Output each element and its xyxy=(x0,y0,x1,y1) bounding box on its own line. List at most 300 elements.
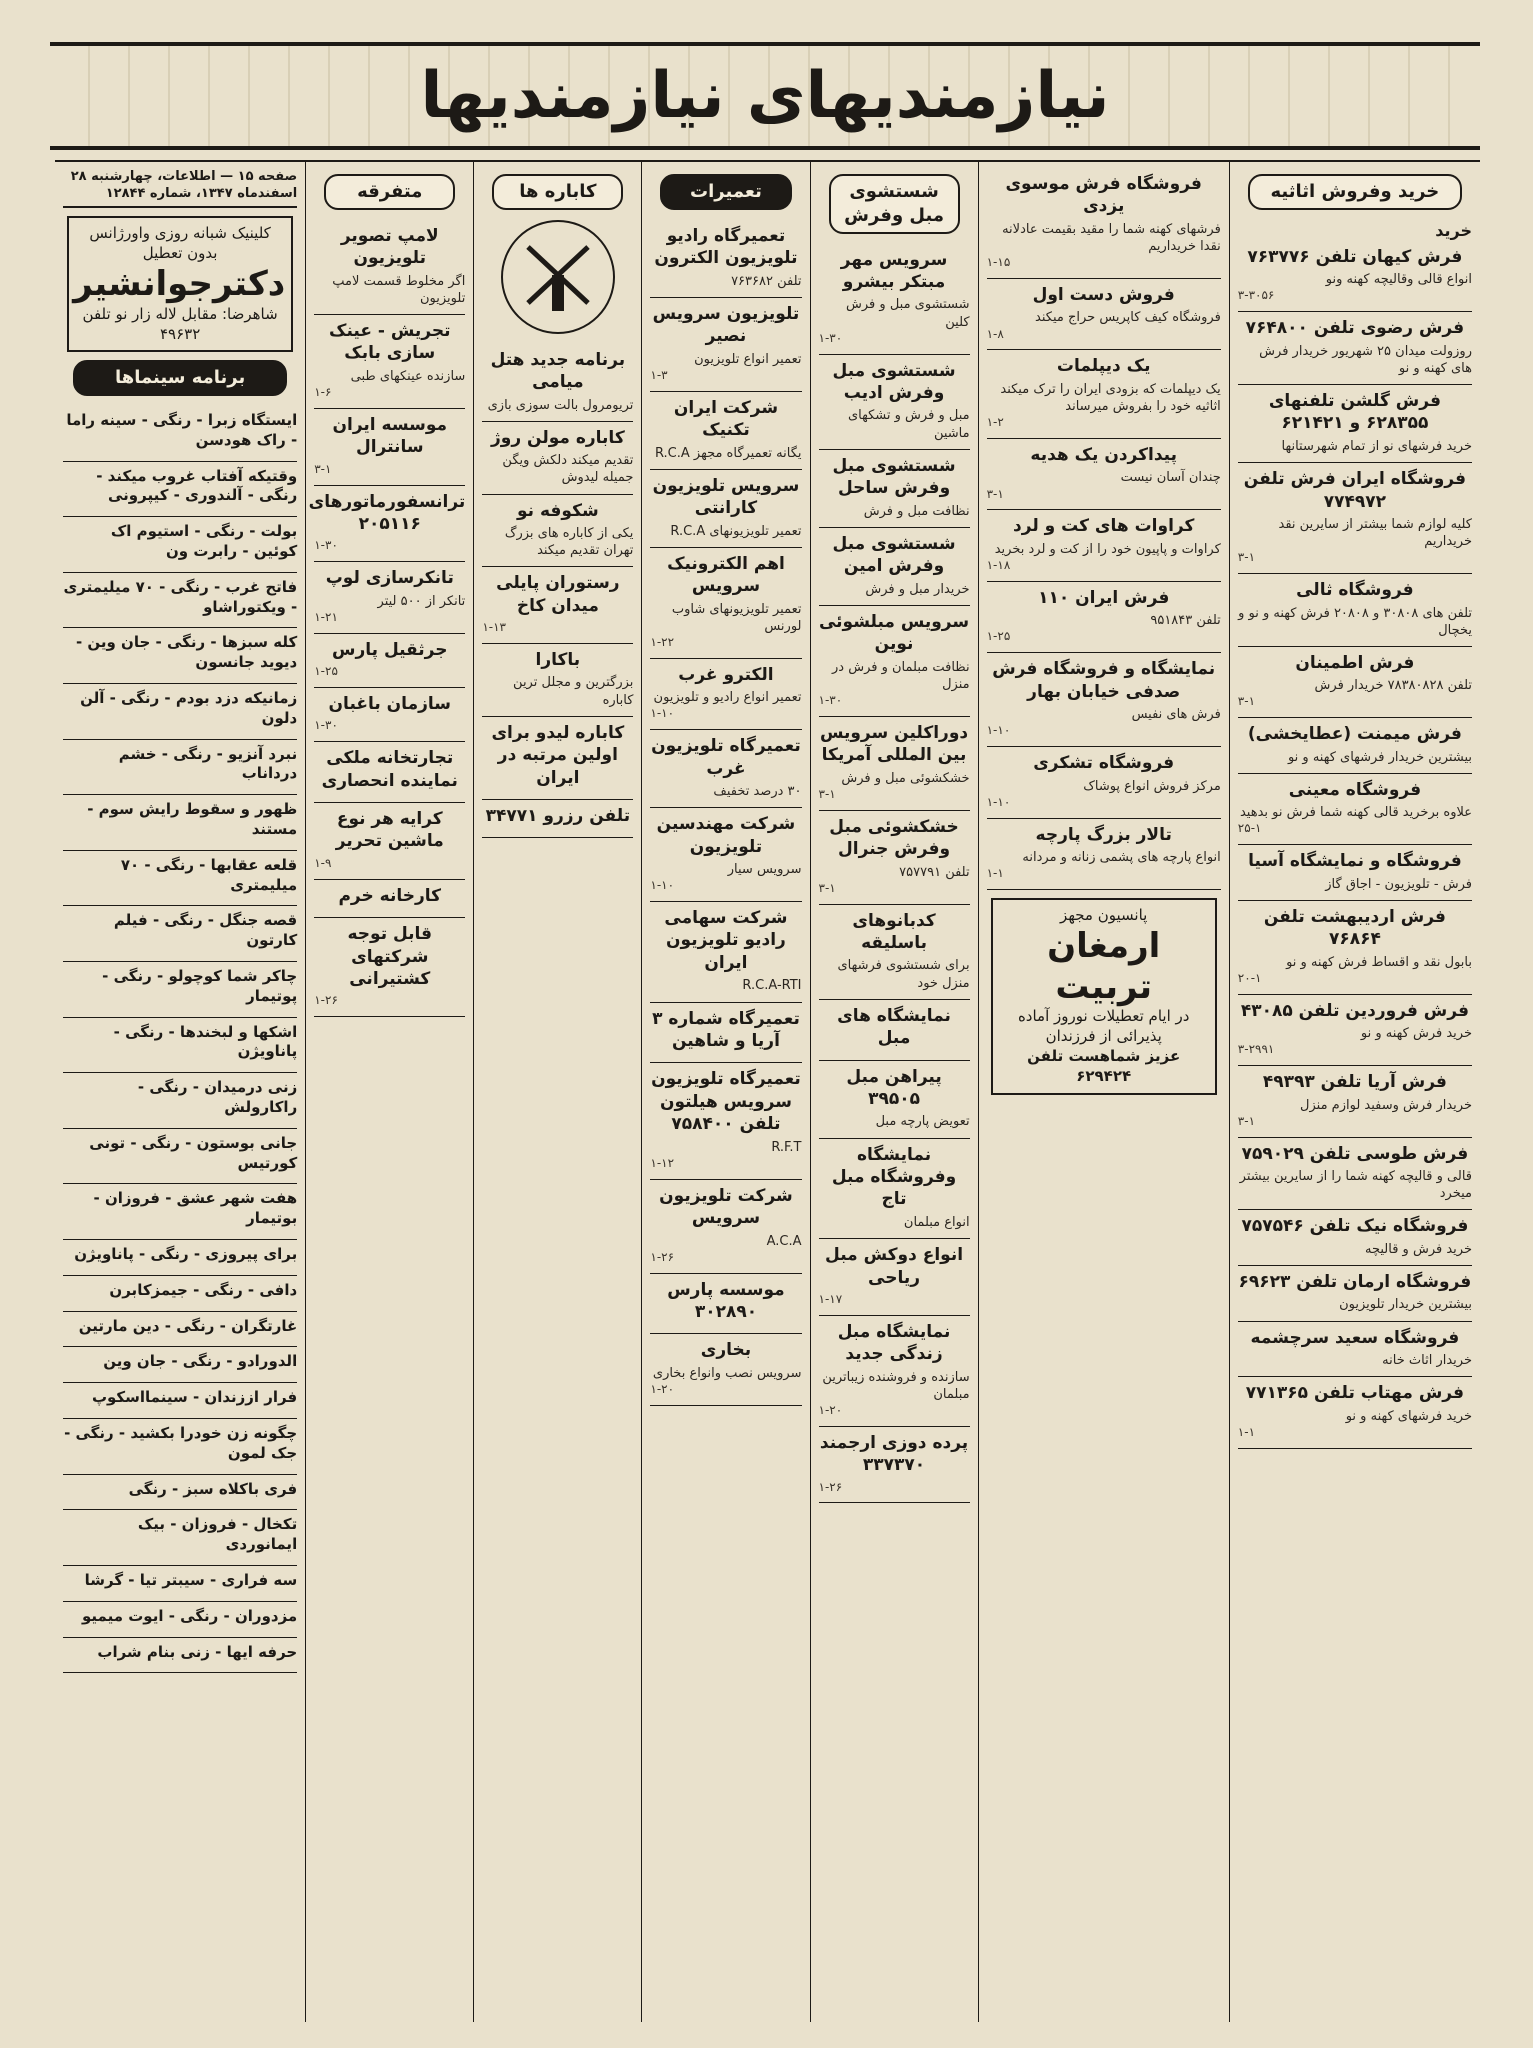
ad-title: تلفن رزرو ۳۴۷۷۱ xyxy=(485,806,631,827)
ad-code: ۳-۱ xyxy=(1237,694,1256,709)
column-cinema-head: برنامه سینماها xyxy=(73,360,287,396)
ad-body: انواع پارچه های پشمی زنانه و مردانه xyxy=(1022,850,1221,865)
classified-ad xyxy=(1238,1266,1472,1322)
cinema-listing-text: قصه جنگل - رنگی - فیلم کارتون xyxy=(113,911,298,950)
ad-code: ۲۵-۱ xyxy=(1237,821,1262,836)
classified-ad xyxy=(1238,774,1472,845)
ad-title: برنامه جدید هتل میامی xyxy=(490,349,626,393)
classified-ad xyxy=(987,747,1221,818)
ad-body: سازنده و فروشنده زیباترین مبلمان xyxy=(822,1369,970,1402)
clinic-box xyxy=(67,216,293,352)
ad-title: نمایشگاه و فروشگاه فرش صدفی خیابان بهار xyxy=(992,659,1216,702)
cinema-listing-text: نبرد آنزیو - رنگی - خشم درداناب xyxy=(118,744,298,783)
cinema-listing-text: دافی - رنگی - جیمزکابرن xyxy=(109,1280,298,1299)
ad-title: تعمیرگاه رادیو تلویزیون الکترون xyxy=(654,225,798,269)
pension-title: ارمغان تربیت xyxy=(1047,925,1161,1007)
cinema-listing xyxy=(63,906,297,962)
ad-title: کرایه هر نوع ماشین تحریر xyxy=(335,809,444,852)
cinema-listing-text: مزدوران - رنگی - ایوت میمیو xyxy=(82,1606,298,1625)
ad-body: روزولت میدان ۲۵ شهریور خریدار فرش های کهنه و نو xyxy=(1259,343,1472,376)
ad-title: فرش آریا تلفن ۴۹۳۹۳ xyxy=(1262,1072,1447,1093)
ad-code: ۳-۱ xyxy=(818,880,836,895)
cinema-listing xyxy=(63,1276,297,1312)
ad-title: فرش طوسی تلفن ۷۵۹۰۲۹ xyxy=(1241,1143,1469,1164)
classified-ad xyxy=(482,344,633,422)
ad-code: ۱-۱۰ xyxy=(650,706,675,721)
ad-title: فروش دست اول xyxy=(1032,285,1175,306)
ad-title: ترانسفورماتورهای ۲۰۵۱۱۶ xyxy=(308,491,466,534)
ad-body: خشکشوئی مبل و فرش xyxy=(841,770,970,786)
ad-body: مبل و فرش و تشکهای ماشین xyxy=(847,408,970,441)
classified-ad xyxy=(1238,1210,1472,1266)
issue-date: اطلاعات، چهارشنبه ۲۸ اسفندماه ۱۳۴۷، شماره ۱۲۸۴۴ xyxy=(70,169,298,202)
ad-title: سازمان باغبان xyxy=(328,693,451,714)
ad-body: خرید فرش و قالیچه xyxy=(1364,1241,1472,1257)
ad-body: مرکز فروش انواع پوشاک xyxy=(1083,778,1221,794)
cinema-listing-text: چگونه زن خودرا بکشید - رنگی - جک لمون xyxy=(64,1423,298,1462)
cinema-listing xyxy=(63,851,297,907)
ad-title: فرش گلشن تلفنهای ۶۲۸۳۵۵ و ۶۲۱۴۲۱ xyxy=(1268,391,1441,434)
ad-title: فرش مهتاب تلفن ۷۷۱۳۶۵ xyxy=(1245,1383,1464,1404)
newspaper-page xyxy=(55,160,1480,2022)
ad-body: علاوه برخرید قالی کهنه شما فرش نو بدهید xyxy=(1239,805,1472,821)
ad-title: پیراهن مبل ۳۹۵۰۵ xyxy=(846,1066,942,1109)
ad-body: یگانه تعمیرگاه مجهز R.C.A xyxy=(654,445,802,461)
ad-body: تانکر از ۵۰۰ لیتر xyxy=(377,593,466,609)
ad-title: نمایشگاه وفروشگاه مبل تاج xyxy=(831,1144,957,1210)
ad-body: قالی و قالیچه کهنه شما را از سایرین بیشتر میخرد xyxy=(1239,1169,1472,1202)
classified-ad xyxy=(650,1180,801,1274)
ad-title: شستشوی مبل وفرش ساحل xyxy=(832,455,956,499)
ad-title: شکوفه نو xyxy=(517,500,599,521)
cinema-listing xyxy=(63,1347,297,1383)
ad-body: تقدیم میکند دلکش ویگن جمیله لیدوش xyxy=(502,453,634,486)
classified-ad xyxy=(1238,845,1472,901)
classified-ad xyxy=(650,1334,801,1405)
cinema-listing xyxy=(63,1240,297,1276)
classified-ad xyxy=(308,486,466,563)
ad-code: ۱-۲۶ xyxy=(314,993,338,1008)
ad-code: ۱-۱۳ xyxy=(482,620,506,635)
cinema-listing-text: برای پیروزی - رنگی - پاناویژن xyxy=(74,1244,298,1263)
cinema-listing xyxy=(63,740,297,796)
ad-title: پرده دوزی ارجمند ۳۳۷۳۷۰ xyxy=(819,1432,969,1476)
column-buy-head: خرید وفروش اثاثیه xyxy=(1248,174,1462,210)
cinema-listing-text: زمانیکه دزد بودم - رنگی - آلن دلون xyxy=(80,689,298,727)
ad-body: برای شستشوی فرشهای منزل خود xyxy=(837,958,970,991)
ad-body: تعمیر تلویزیونهای شاوب لورنس xyxy=(671,601,802,634)
pension-line3: در ایام تعطیلات نوروز آماده پذیرائی از فرزندان xyxy=(1017,1007,1190,1046)
column-furniture-head: شستشوی مبل وفرش xyxy=(829,174,960,234)
ad-code: ۱-۲۶ xyxy=(818,1479,843,1494)
ad-title: کدبانوهای باسلیقه xyxy=(852,910,936,953)
ad-body: انواع مبلمان xyxy=(903,1214,970,1230)
ad-title: فرش کیهان تلفن ۷۶۳۷۷۶ xyxy=(1247,246,1463,267)
classified-ad xyxy=(1238,1322,1472,1378)
dateline: صفحه ۱۵ — اطلاعات، چهارشنبه ۲۸ اسفندماه ۱۳۴۷، شماره ۱۲۸۴۴ xyxy=(63,168,297,208)
ad-code: ۱-۳۰ xyxy=(818,330,843,345)
ad-code: ۳-۱ xyxy=(1237,550,1256,565)
classified-ad xyxy=(1238,1138,1472,1211)
ad-title: فرش فروردین تلفن ۴۳۰۸۵ xyxy=(1240,1000,1469,1021)
ad-code: ۱-۱۰ xyxy=(650,878,675,893)
ad-code: ۱-۲۱ xyxy=(314,609,338,624)
ad-code: ۱-۱۵ xyxy=(986,255,1011,270)
classified-ad xyxy=(314,220,465,315)
column-misc xyxy=(305,162,473,2022)
classified-ad xyxy=(819,717,970,811)
cinema-listing xyxy=(63,1184,297,1240)
ad-body: تعمیر انواع رادیو و تلویزیون xyxy=(653,690,802,706)
ad-title: کاباره لیدو برای اولین مرتبه در ایران xyxy=(491,722,625,788)
ad-title: یک دیپلمات xyxy=(1056,356,1151,377)
ad-list xyxy=(482,344,633,839)
classified-ad xyxy=(819,1139,970,1239)
ad-title: فروشگاه فرش موسوی یزدی xyxy=(1005,174,1202,217)
ad-code: ۱-۱۰ xyxy=(986,723,1011,738)
pension-phone: عزیز شماهست تلفن ۶۲۹۴۲۴ xyxy=(1027,1046,1181,1085)
ad-code: ۲۰-۱ xyxy=(1237,970,1262,985)
ad-list xyxy=(1238,241,1472,1449)
classified-ad xyxy=(819,244,970,355)
classified-ad xyxy=(819,811,970,905)
classified-ad xyxy=(650,902,801,1002)
classified-ad xyxy=(987,653,1221,747)
classified-ad xyxy=(314,742,465,803)
ad-body: فرش های نفیس xyxy=(1131,707,1221,723)
ad-title: بخاری xyxy=(700,1340,752,1361)
ad-title: خشکشوئی مبل وفرش جنرال xyxy=(829,816,959,860)
cinema-listing-text: زنی درمیدان - رنگی - راکارولش xyxy=(137,1078,298,1116)
classified-ad xyxy=(987,350,1221,439)
classified-ad xyxy=(1238,385,1472,463)
clinic-line3: شاهرضا: مقابل لاله زار نو تلفن ۴۹۶۳۲ xyxy=(82,304,278,343)
column-carpet xyxy=(978,162,1229,2022)
ad-code: ۳-۳۰۵۶ xyxy=(1237,288,1275,303)
cinema-listing xyxy=(63,962,297,1018)
ad-title: انواع دوکش مبل ریاحی xyxy=(825,1245,964,1288)
ad-body: نظافت مبلمان و فرش در منزل xyxy=(832,659,970,692)
ad-body: فرشهای کهنه شما را مقید بقیمت عادلانه نقدا خریداریم xyxy=(1002,221,1221,255)
ad-title: شرکت تلویزیون سرویس xyxy=(659,1185,793,1229)
cinema-listing xyxy=(63,1383,297,1419)
ad-body: فرش - تلویزیون - اجاق گاز xyxy=(1325,876,1472,892)
cinema-listing-text: فاتح غرب - رنگی - ۷۰ میلیمتری - ویکتوراشاو xyxy=(63,577,298,616)
ad-title: کارخانه خرم xyxy=(338,885,442,906)
classified-ad xyxy=(1238,647,1472,718)
ad-body: کلیه لوازم شما بیشتر از سایرین نقد خریداریم xyxy=(1278,516,1472,550)
ad-body: تعویض پارچه مبل xyxy=(875,1114,970,1130)
classified-ad xyxy=(482,800,633,838)
cinema-listing xyxy=(63,1566,297,1602)
ad-title: فروشگاه معینی xyxy=(1288,779,1422,800)
ad-title: تانکرسازی لوپ xyxy=(325,568,454,589)
classified-ad xyxy=(314,803,465,880)
cinema-listing-text: قلعه عقابها - رنگی - ۷۰ میلیمتری xyxy=(120,855,298,894)
classified-ad xyxy=(314,634,465,688)
cinema-listing xyxy=(63,1312,297,1348)
ad-title: موسسه پارس ۳۰۲۸۹۰ xyxy=(667,1279,785,1322)
classified-ad xyxy=(1238,1066,1472,1137)
ad-title: تلویزیون سرویس نصیر xyxy=(652,303,800,347)
ad-code: ۱-۳۰ xyxy=(314,718,338,733)
cinema-listing-text: فری باکلاه سبز - رنگی xyxy=(128,1479,298,1498)
classified-ad xyxy=(1238,995,1472,1066)
ad-title: قابل توجه شرکتهای کشتیرانی xyxy=(347,924,433,990)
cinema-listing-text: ظهور و سقوط رایش سوم - مستند xyxy=(87,800,298,838)
ad-body: تلفن ۷۶۳۶۸۲ xyxy=(731,273,802,289)
classified-ad xyxy=(314,562,465,633)
classified-ad xyxy=(650,1274,801,1335)
ad-title: فروشگاه سعید سرچشمه xyxy=(1250,1327,1460,1348)
pension-line1: پانسیون مجهز xyxy=(1060,905,1148,924)
classified-ad xyxy=(650,1063,801,1179)
classified-ad xyxy=(987,819,1221,890)
cinema-listing-text: اشکها و لبخندها - رنگی - پاناویژن xyxy=(113,1022,298,1061)
classified-ad xyxy=(482,422,633,495)
ad-title: نمایشگاه مبل زندگی جدید xyxy=(837,1321,951,1365)
classified-ad xyxy=(314,880,465,918)
classified-ad xyxy=(819,1239,970,1316)
classified-ad xyxy=(314,918,465,1017)
ad-code: ۳-۱ xyxy=(1237,1113,1256,1128)
classified-ad xyxy=(987,439,1221,510)
ad-body: A.C.A xyxy=(766,1233,802,1249)
ad-title: رستوران پایلی میدان کاخ xyxy=(496,573,620,616)
ad-title: شستشوی مبل وفرش ادیب xyxy=(832,360,956,403)
classified-ad xyxy=(819,1427,970,1504)
cinema-listing-text: الدورادو - رنگی - جان وین xyxy=(103,1352,298,1371)
ad-title: شرکت سهامی رادیو تلویزیون ایران xyxy=(664,908,788,973)
cinema-listing-text: چاکر شما کوچولو - رنگی - پوتیمار xyxy=(102,966,298,1005)
ad-code: ۱-۱ xyxy=(986,866,1004,881)
ad-body: کراوات و پاپیون خود را از کت و لرد بخرید xyxy=(994,541,1221,557)
ad-body: سازنده عینکهای طبی xyxy=(350,368,466,384)
cinema-listing-text: فرار اززندان - سینمااسکوپ xyxy=(91,1388,298,1407)
ad-title: باکارا xyxy=(535,649,581,670)
cinema-listing xyxy=(63,462,297,518)
ad-code: ۱-۱ xyxy=(1237,1424,1256,1439)
classified-ad xyxy=(1238,574,1472,647)
cinema-listing-text: هفت شهر عشق - فروزان - بوتیمار xyxy=(93,1189,298,1228)
classified-ad xyxy=(987,510,1221,581)
ad-title: دوراکلین سرویس بین المللی آمریکا xyxy=(819,722,969,766)
ad-title: فروشگاه ارمان تلفن ۶۹۶۲۳ xyxy=(1238,1271,1472,1292)
classified-ad xyxy=(314,409,465,486)
classified-ad xyxy=(987,168,1221,279)
ad-title: لامپ تصویر تلویزیون xyxy=(340,225,439,269)
classified-ad xyxy=(650,808,801,902)
ad-code: ۱-۲۵ xyxy=(986,629,1011,644)
cinema-list xyxy=(63,406,297,1673)
ad-code: ۱-۳۰ xyxy=(818,692,843,707)
masthead: نيازمنديهاى نيازمنديها xyxy=(50,42,1480,150)
ad-body: تریومرول بالت سوزی بازی xyxy=(487,397,634,413)
ad-title: کاباره مولن روژ xyxy=(491,427,625,448)
cinema-listing xyxy=(63,628,297,684)
page-number: صفحه ۱۵ xyxy=(237,169,298,184)
ad-code: ۳-۱ xyxy=(986,486,1004,501)
cinema-listing xyxy=(63,406,297,462)
cinema-listing-text: جانی بوستون - رنگی - تونی کورتیس xyxy=(89,1133,298,1172)
ad-code: ۱-۸ xyxy=(986,326,1004,341)
ad-body: اگر مخلوط قسمت لامپ تلویزیون xyxy=(332,273,466,306)
classified-ad xyxy=(650,730,801,808)
ad-title: شستشوی مبل وفرش امین xyxy=(832,533,956,577)
ad-code: ۱-۲۰ xyxy=(650,1382,675,1396)
column-repair xyxy=(641,162,809,2022)
classified-ad xyxy=(1238,718,1472,774)
ad-code: ۱-۳ xyxy=(650,367,668,382)
classified-ad xyxy=(1238,241,1472,312)
ad-title: تجارتخانه ملکی نماینده انحصاری xyxy=(321,748,458,791)
ad-code: ۱-۳۰ xyxy=(314,538,338,553)
classified-ad xyxy=(819,1000,970,1061)
ad-body: تعمیر انواع تلویزیون xyxy=(694,351,802,367)
cinema-listing xyxy=(63,1018,297,1074)
ad-body: فروشگاه کیف کاپریس حراج میکند xyxy=(1035,310,1221,326)
ad-title: فروشگاه و نمایشگاه آسیا xyxy=(1248,851,1462,872)
classified-ad xyxy=(650,1003,801,1064)
classified-ad xyxy=(1238,463,1472,574)
ad-body: خرید فرش کهنه و نو xyxy=(1360,1026,1472,1042)
column-repair-head: تعمیرات xyxy=(660,174,791,210)
cinema-listing-text: حرفه ایها - زنی بنام شراب xyxy=(97,1642,298,1661)
classified-ad xyxy=(819,450,970,528)
pension-box xyxy=(991,898,1217,1095)
ad-body: یکی از کاباره های بزرگ تهران تقدیم میکند xyxy=(504,525,634,559)
ad-body: خریدار اثاث خانه xyxy=(1382,1352,1472,1368)
ad-title: شرکت ایران تکنیک xyxy=(673,397,779,441)
classified-ad xyxy=(650,392,801,470)
cinema-listing-text: ایستگاه زبرا - رنگی - سینه راما - راک هودسن xyxy=(66,411,298,449)
ad-title: اهم الکترونیک سرویس xyxy=(667,553,785,597)
cinema-listing xyxy=(63,573,297,629)
ad-title: جرثقیل پارس xyxy=(332,639,448,660)
ad-title: تالار بزرگ پارچه xyxy=(1035,824,1172,845)
ad-body: خریدار فرش وسفید لوازم منزل xyxy=(1300,1097,1472,1113)
ad-title: تجریش - عینک سازی بابک xyxy=(329,320,451,364)
ad-code: ۱-۱۰ xyxy=(986,794,1011,809)
ad-body: شستشوی مبل و فرش کلین xyxy=(846,297,970,330)
cinema-listing-text: تکخال - فروزان - بیک ایمانوردی xyxy=(137,1515,298,1554)
classified-ad xyxy=(482,644,633,717)
ad-title: فروشگاه ایران فرش تلفن ۷۷۴۹۷۲ xyxy=(1243,469,1466,512)
ad-title: فروشگاه ثالی xyxy=(1296,580,1414,601)
cinema-listing xyxy=(63,1073,297,1129)
section-sub: خرید xyxy=(1435,220,1472,240)
ad-title: سرویس مهر مبتکر بیشرو xyxy=(840,249,948,292)
ad-body: ۳۰ درصد تخفیف xyxy=(713,784,802,800)
column-misc-head: متفرقه xyxy=(324,174,455,210)
cinema-listing xyxy=(63,1419,297,1475)
ad-title: الکترو غرب xyxy=(678,664,774,685)
classified-ad xyxy=(650,298,801,392)
ad-list xyxy=(650,220,801,1406)
cinema-listing-text: سه فراری - سیبتر تیا - گرشا xyxy=(84,1570,298,1589)
classified-ad xyxy=(819,528,970,606)
classified-ad xyxy=(819,905,970,1000)
classified-ad xyxy=(987,279,1221,350)
ad-code: ۱-۲ xyxy=(986,415,1004,430)
ad-code: ۱-۱۷ xyxy=(818,1291,843,1306)
cinema-listing xyxy=(63,1602,297,1638)
cinema-listing-text: وقتیکه آفتاب غروب میکند - رنگی - آلندوری - کیپرونی xyxy=(96,466,298,505)
classified-ad xyxy=(1238,312,1472,385)
ad-code: ۱-۲۵ xyxy=(314,664,338,679)
ad-code: ۱-۲۰ xyxy=(818,1402,843,1417)
ad-title: پیداکردن یک هدیه xyxy=(1030,445,1177,466)
cinema-listing-text: غارتگران - رنگی - دین مارتین xyxy=(78,1316,298,1335)
classified-ad xyxy=(650,220,801,298)
ad-title: سرویس مبلشوئی نوین xyxy=(818,611,970,655)
classified-ad xyxy=(987,582,1221,653)
ad-code: ۱-۹ xyxy=(314,855,332,870)
cinema-listing xyxy=(63,517,297,573)
ad-code: ۳-۱ xyxy=(314,461,332,476)
windmill-icon xyxy=(501,220,615,334)
classified-ad xyxy=(1238,901,1472,995)
ad-body: بیشترین خریدار تلویزیون xyxy=(1339,1297,1472,1313)
ad-list xyxy=(819,244,970,1504)
ad-body: R.F.T xyxy=(771,1139,802,1155)
classified-ad xyxy=(819,1316,970,1427)
ad-body: تلفن ۷۵۷۷۹۱ xyxy=(899,864,970,880)
column-cabaret xyxy=(473,162,641,2022)
cinema-listing xyxy=(63,684,297,740)
ad-title: تعمیرگاه شماره ۳ آریا و شاهین xyxy=(652,1008,800,1051)
ad-code: ۱-۲۶ xyxy=(650,1249,675,1264)
ad-body: تعمیر تلویزیونهای R.C.A xyxy=(670,523,802,539)
cinema-listing xyxy=(63,1510,297,1566)
cinema-listing xyxy=(63,1129,297,1185)
ad-code: ۱-۱۸ xyxy=(986,558,1011,573)
ad-list xyxy=(987,168,1221,890)
ad-title: نمایشگاه های مبل xyxy=(837,1005,951,1049)
ad-code: ۱-۱۲ xyxy=(650,1155,675,1170)
ad-body: چندان آسان نیست xyxy=(1120,470,1221,486)
ad-list xyxy=(308,220,466,1018)
ad-code: ۳-۲۹۹۱ xyxy=(1237,1042,1275,1057)
classified-ad xyxy=(819,606,970,717)
cinema-listing xyxy=(63,1638,297,1674)
cinema-listing-text: کله سبزها - رنگی - جان وین - دیوید جانسون xyxy=(75,633,298,672)
column-cinema xyxy=(55,162,305,2022)
ad-body: بزرگترین و مجلل ترین کاباره xyxy=(513,675,634,708)
ad-title: موسسه ایران سانترال xyxy=(332,414,448,458)
ad-body: سرویس سیار xyxy=(727,862,802,878)
ad-code: ۳-۱ xyxy=(818,786,836,801)
classified-ad xyxy=(314,315,465,409)
ad-body: تلفن های ۳۰۸۰۸ و ۲۰۸۰۸ فرش کهنه و نو و یخچال xyxy=(1238,605,1472,638)
ad-body: نظافت مبل و فرش xyxy=(863,503,970,519)
ad-body: بیشترین خریدار فرشهای کهنه و نو xyxy=(1287,749,1472,765)
classified-ad xyxy=(650,470,801,548)
classified-ad xyxy=(819,1061,970,1139)
ad-title: سرویس تلویزیون کارانتی xyxy=(652,475,800,519)
clinic-line1: کلینیک شبانه روزی واورژانس بدون تعطیل xyxy=(89,224,271,263)
ad-title: فرش میمنت (عطایخشی) xyxy=(1247,724,1462,745)
ad-body: تلفن ۷۸۳۸۰۸۲۸ خریدار فرش xyxy=(1314,678,1472,694)
ad-body: R.C.A-RTI xyxy=(742,978,802,994)
cinema-listing xyxy=(63,1475,297,1511)
cinema-listing xyxy=(63,795,297,851)
ad-title: تعمیرگاه تلویزیون غرب xyxy=(651,736,801,779)
column-cabaret-head: کاباره ها xyxy=(492,174,623,210)
column-furniture xyxy=(810,162,978,2022)
ad-body: خریدار مبل و فرش xyxy=(865,581,970,597)
classified-ad xyxy=(1238,1377,1472,1448)
